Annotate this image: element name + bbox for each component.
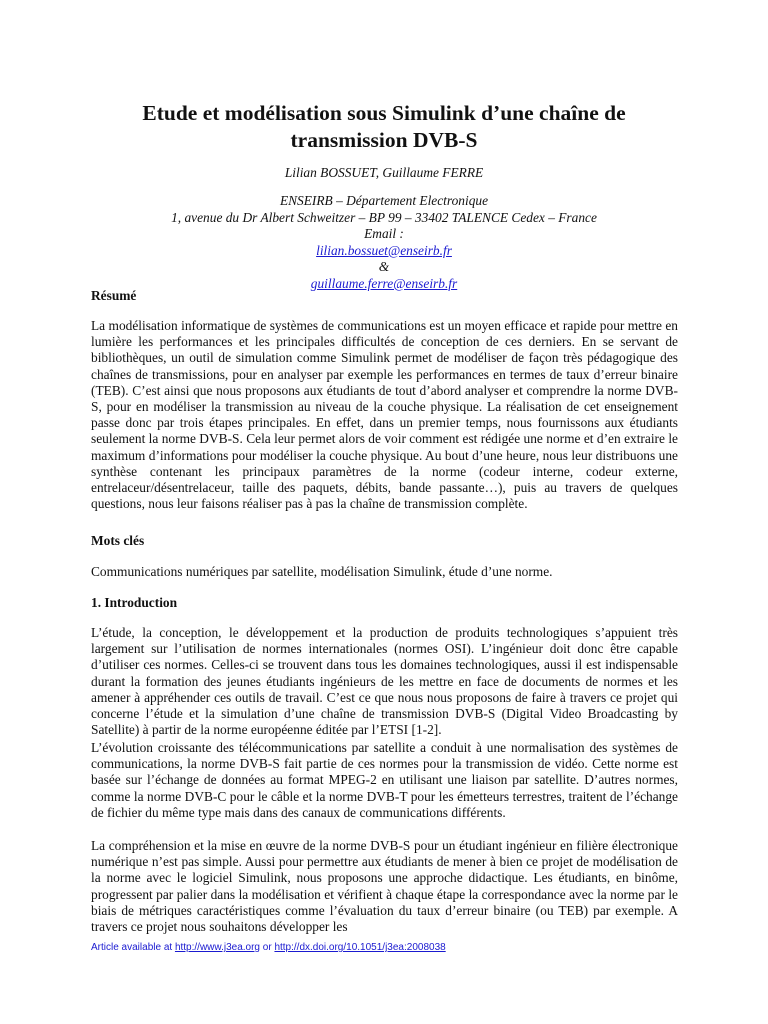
title-line-1: Etude et modélisation sous Simulink d’une chaîne de	[142, 101, 626, 125]
affiliation-address: 1, avenue du Dr Albert Schweitzer – BP 99 – 33402 TALENCE Cedex – France	[171, 209, 597, 225]
keywords-heading: Mots clés	[91, 533, 145, 548]
footer-link-doi[interactable]: http://dx.doi.org/10.1051/j3ea:2008038	[274, 942, 446, 953]
article-footer	[91, 942, 446, 953]
intro-paragraph-1: L’étude, la conception, le développement et la production de produits technologiques s’appuient très largement sur l’utilisation de normes internationales (normes OSI). L’ingénieur doit donc être capable d’utiliser ces normes. Celles-ci se trouvent dans tous les domaines technologiques, aussi il est indispensable durant la formation des jeunes étudiants ingénieurs de les mettre en face de documents de normes et les amener à appréhender ces outils de travail. C’est ce que nous nous proposons de faire à travers ce projet qui concerne l’étude et la simulation d’une chaîne de transmission DVB-S (Digital Video Broadcasting by Satellite) à partir de la norme européenne éditée par l’ETSI [1-2].	[91, 625, 678, 738]
email-prefix: Email :	[364, 226, 404, 241]
intro-paragraph-2: L’évolution croissante des télécommunications par satellite a conduit à une normalisation des systèmes de communications, la norme DVB-S fait partie de ces normes pour la transmission de vidéo. Cette norme est basée sur l’échange de données au format MPEG-2 en utilisant une liaison par satellite. D’autres normes, comme la norme DVB-C pour le câble et la norme DVB-T pour les émetteurs terrestres, traitent de l’échange de fichier du même type mais dans des canaux de communications différents.	[91, 740, 678, 820]
footer-separator: or	[259, 942, 275, 953]
resume-heading: Résumé	[91, 288, 137, 303]
affiliation	[90, 193, 678, 292]
email-link-bossuet[interactable]: lilian.bossuet@enseirb.fr	[316, 242, 452, 258]
paper-title	[90, 100, 678, 154]
email-separator: &	[378, 259, 390, 274]
email-link-ferre[interactable]: guillaume.ferre@enseirb.fr	[310, 275, 458, 291]
title-line-2: transmission DVB-S	[290, 128, 478, 152]
footer-prefix: Article available at	[91, 942, 175, 953]
introduction-heading: 1. Introduction	[91, 595, 178, 610]
keywords-text: Communications numériques par satellite, modélisation Simulink, étude d’une norme.	[91, 564, 553, 579]
affiliation-email	[90, 226, 678, 292]
footer-link-j3ea[interactable]: http://www.j3ea.org	[174, 942, 260, 953]
authors: Lilian BOSSUET, Guillaume FERRE	[284, 165, 484, 180]
affiliation-department: ENSEIRB – Département Electronique	[279, 193, 489, 208]
intro-paragraph-3: La compréhension et la mise en œuvre de la norme DVB-S pour un étudiant ingénieur en filière électronique numérique n’est pas simple. Aussi pour permettre aux étudiants de mener à bien ce projet de modélisation de la norme avec le logiciel Simulink, nous proposons une approche didactique. Les étudiants, en binôme, progressent par palier dans la modélisation et vérifient à chaque étape la correspondance avec la norme par le biais de métriques caractéristiques comme l’évaluation du taux d’erreur binaire (ou TEB) par exemple. A travers ce projet nous souhaitons développer les	[91, 838, 678, 935]
resume-text: La modélisation informatique de systèmes de communications est un moyen efficace et rapide pour mettre en lumière les performances et les principales difficultés de conception de ces derniers. En se servant de bibliothèques, un outil de simulation comme Simulink permet de modéliser de façon très pédagogique des chaînes de transmissions, pour en analyser par exemple les performances en termes de taux d’erreur binaire (TEB). C’est ainsi que nous proposons aux étudiants de tout d’abord analyser et comprendre la norme DVB-S, pour en modéliser la transmission au niveau de la couche physique. La réalisation de cet enseignement passe donc par trois étapes principales. En effet, dans un premier temps, nous fournissons aux étudiants seulement la norme DVB-S. Cela leur permet alors de voir comment est rédigée une norme et d’en extraire le maximum d’informations pour modéliser la couche physique. Au bout d’une heure, nous leur distribuons une synthèse contenant les principaux paramètres de la norme (codeur interne, codeur externe, entrelaceur/désentrelaceur, taille des paquets, débits, bande passante…), puis au travers de quelques questions, nous leur faisons réaliser pas à pas la chaîne de transmission complète.	[91, 318, 678, 512]
